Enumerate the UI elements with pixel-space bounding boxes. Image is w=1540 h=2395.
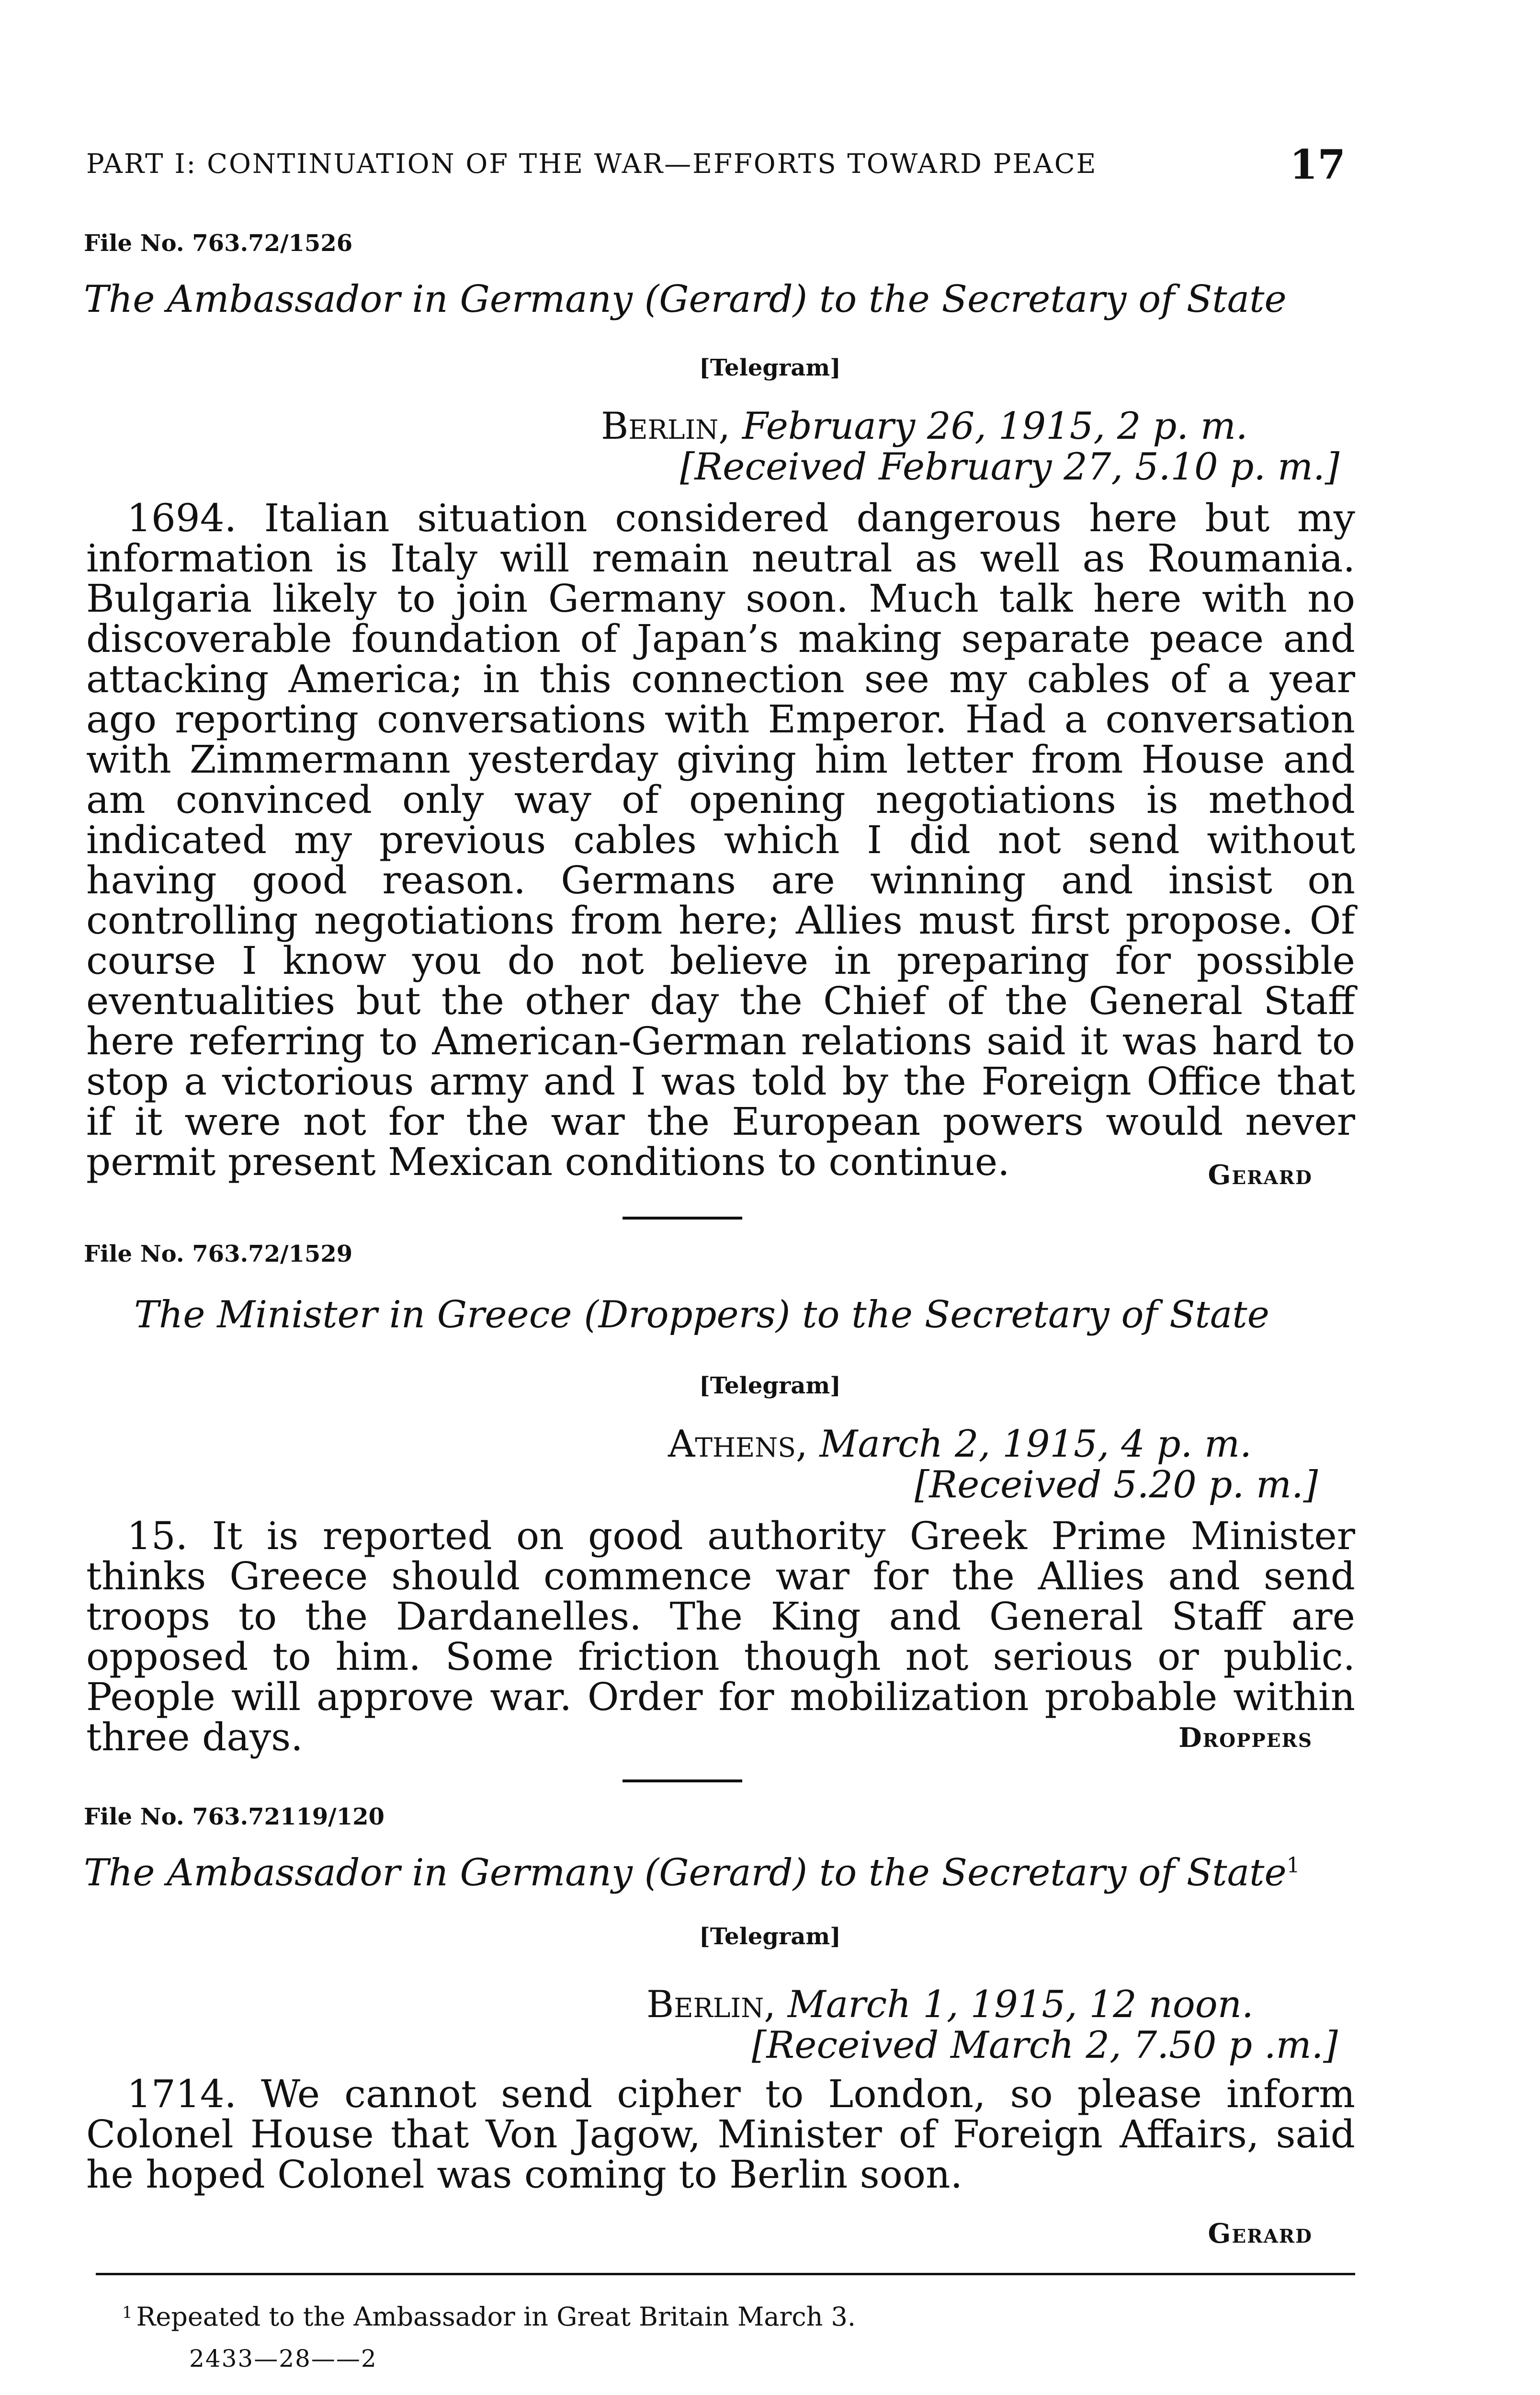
- dateline-place: Athens,: [668, 1423, 808, 1466]
- dateline-date: March 1, 1915, 12 noon.: [787, 1983, 1254, 2026]
- dateline-place: Berlin,: [601, 405, 731, 448]
- section-divider: [623, 1779, 742, 1782]
- footnote-mark: 1: [122, 2303, 133, 2322]
- document-title: The Ambassador in Germany (Gerard) to the Secretary of State: [84, 278, 1287, 321]
- telegram-label: [Telegram]: [699, 1372, 841, 1399]
- telegram-body: 15. It is reported on good authority Greek Prime Minister thinks Greece should commence war for the Allies and send troops to the Dardanelles. The King and General Staff are opposed to him. Some friction though not serious or public. People will approve war. Order for mobilization probable within three days.: [86, 1514, 1355, 1759]
- telegram-label: [Telegram]: [699, 354, 841, 381]
- footnote-rule: [96, 2273, 1355, 2275]
- file-number: File No. 763.72/1529: [84, 1241, 353, 1267]
- received-line: [Received February 27, 5.10 p. m.]: [680, 445, 1340, 489]
- telegram-body: 1694. Italian situation considered dangerous here but my information is Italy will remain neutral as well as Roumania. Bulgaria likely to join Germany soon. Much talk here with no discoverable foundation of Japan’s making separate peace and attacking America; in this connection see my cables of a year ago reporting conversations with Emperor. Had a conversation with Zimmermann yesterday giving him letter from House and am convinced only way of opening negotiations is method indicated my previous cables which I did not send without having good reason. Germans are winning and insist on controlling negotiations from here; Allies must first propose. Of course I know you do not believe in preparing for possible eventualities but the other day the Chief of the General Staff here referring to American-German relations said it was hard to stop a victorious army and I was told by the Foreign Office that if it were not for the war the European powers would never permit present Mexican conditions to continue.: [86, 496, 1355, 1184]
- signature: Gerard: [1208, 1159, 1313, 1191]
- document-title: The Minister in Greece (Droppers) to the Secretary of State: [134, 1293, 1269, 1336]
- telegram-label: [Telegram]: [699, 1923, 841, 1950]
- signature: Droppers: [1178, 1722, 1313, 1754]
- footnote-reference: 1: [1286, 1853, 1300, 1878]
- dateline: [601, 405, 1248, 448]
- page-number: 17: [1290, 141, 1346, 188]
- dateline: [646, 1983, 1254, 2026]
- document-title-text: The Ambassador in Germany (Gerard) to the Secretary of State: [84, 1851, 1287, 1894]
- dateline-place: Berlin,: [646, 1983, 776, 2026]
- footnote-text: Repeated to the Ambassador in Great Britain March 3.: [136, 2302, 856, 2332]
- dateline: [668, 1423, 1252, 1466]
- document-title: [84, 1851, 1358, 1894]
- running-head: PART I: CONTINUATION OF THE WAR—EFFORTS TOWARD PEACE: [86, 148, 1098, 180]
- print-code: 2433—28——2: [189, 2345, 377, 2372]
- dateline-date: March 2, 1915, 4 p. m.: [819, 1423, 1252, 1466]
- page-header: [86, 141, 1346, 188]
- received-line: [Received March 2, 7.50 p .m.]: [752, 2024, 1338, 2067]
- received-line: [Received 5.20 p. m.]: [915, 1463, 1318, 1506]
- file-number: File No. 763.72119/120: [84, 1803, 385, 1830]
- file-number: File No. 763.72/1526: [84, 230, 353, 257]
- telegram-body: 1714. We cannot send cipher to London, so please inform Colonel House that Von Jagow, Minister of Foreign Affairs, said he hoped Colonel was coming to Berlin soon.: [86, 2072, 1355, 2197]
- signature: Gerard: [1208, 2218, 1313, 2249]
- section-divider: [623, 1217, 742, 1220]
- footnote: [122, 2302, 856, 2332]
- dateline-date: February 26, 1915, 2 p. m.: [742, 405, 1248, 448]
